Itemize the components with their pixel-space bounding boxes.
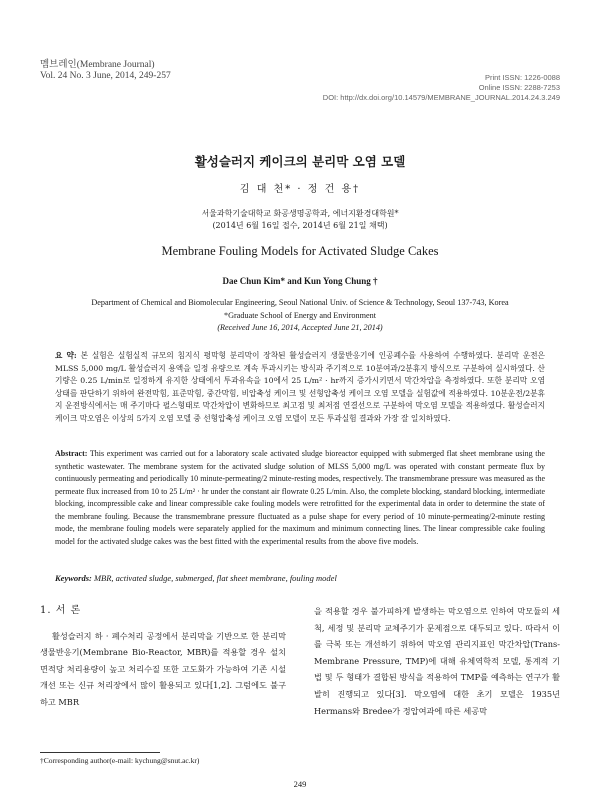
korean-affiliation-block [40,208,560,232]
journal-name: 멤브레인(Membrane Journal) [40,60,155,70]
english-title: Membrane Fouling Models for Activated Sludge Cakes [161,244,439,258]
section-heading: 1. 서 론 [40,605,82,616]
korean-dates: (2014년 6월 16일 접수, 2014년 6월 21일 채택) [212,221,388,230]
received-dates: (Received June 16, 2014, Accepted June 21, 2014) [217,323,383,332]
body-right-column [314,603,560,719]
body-left-column [40,603,286,711]
doi: DOI: http://dx.doi.org/10.14579/MEMBRANE_JOURNAL.2014.24.3.249 [322,93,560,102]
print-issn: Print ISSN: 1226-0088 [484,73,560,82]
english-affiliation-block [40,297,560,335]
corresponding-author-footnote: †Corresponding author(e-mail: kychung@snut.ac.kr) [40,756,200,765]
footnote-divider [40,752,160,753]
english-affiliation: Department of Chemical and Biomolecular Engineering, Seoul National Univ. of Science & Technology, Seoul 137-743, Korea [91,298,509,307]
issn-block [323,73,560,103]
page-number: 249 [293,779,307,789]
english-abstract-text: This experiment was carried out for a laboratory scale activated sludge bioreactor equipped with submerged flat sheet membrane using the synthetic wastewater. The membrane system for the activated sludge solution of MLSS 5,000 mg/L was operated with constant permeate flux by continuously permeating and periodically 10 minute-permeating/2 minute-resting modes, respectively. The transmembrane pressure was measured as the permeate flux increased from 10 to 25 L/m² · hr under the constant air flowrate 0.25 L/min. Also, the complete blocking, standard blocking, intermediate blocking, incompressible cake and linear compressible cake fouling models were retrofitted for the experimental data in order to determine the state of the membrane fouling. Because the transmembrane pressure fluctuated as a pulse shape for every period of 10 minute-permeating/2-minute resting mode, the membrane fouling models were separately applied for the maximum and minimum connecting lines. The linear compressible cake fouling model for the activated sludge cakes was the best fitted with the experimental results from the above five models. [55,449,545,546]
journal-volume: Vol. 24 No. 3 June, 2014, 249-257 [40,71,171,81]
english-authors: Dae Chun Kim* and Kun Yong Chung † [222,276,378,286]
korean-authors: 김 대 천* · 정 건 용† [239,184,361,195]
english-abstract [55,448,545,548]
korean-abstract [55,350,545,425]
korean-title: 활성슬러지 케이크의 분리막 오염 모델 [194,154,406,169]
online-issn: Online ISSN: 2288-7253 [478,83,560,92]
korean-affiliation: 서울과학기술대학교 화공생명공학과, 에너지환경대학원* [201,209,399,218]
korean-abstract-text: 본 실험은 실험실적 규모의 침지식 평막형 분리막이 장착된 활성슬러지 생물반응기에 인공폐수를 사용하여 수행하였다. 분리막 운전은 MLSS 5,000 mg/L 활성슬러지 용액을 일정 유량으로 계속 투과시키는 방식과 주기적으로 10분여과/2분휴지 방식으로 구분하여 실시하였다. 산기량은 0.25 L/min로 일정하게 유지한 상태에서 투과유속을 10에서 25 L/m² · hr까지 증가시키면서 막간차압을 측정하였다. 또한 분리막 오염 상태를 판단하기 위하여 완전막힘, 표준막힘, 중간막힘, 비압축성 케이크 및 선형압축성 케이크 오염 모델을 실험값에 적용하였다. 10분운전/2분휴지 운전방식에서는 매 주기마다 펄스형태로 막간차압이 변화하므로 최고점 및 최저점 연결선으로 구분하여 막오염 모델을 적용하였다. 활성슬러지 케이크 막오염은 이상의 5가지 오염 모델 중 선형압축성 케이크 오염 모델이 모든 투과실험 결과와 가장 잘 일치하였다. [55,351,545,423]
english-abstract-label: Abstract: [55,449,88,458]
keywords-text: MBR, activated sludge, submerged, flat sheet membrane, fouling model [93,573,337,583]
keywords-label: Keywords: [55,573,92,583]
graduate-school: *Graduate School of Energy and Environment [224,310,376,320]
body-paragraph-left: 활성슬러지 하 · 폐수처리 공정에서 분리막을 기반으로 한 분리막 생물반응기(Membrane Bio-Reactor, MBR)를 적용할 경우 설치 면적당 처리용량이 높고 처리수질 또한 고도화가 가능하여 기존 시설 개선 또는 신규 처리장에서 많이 활용되고 있다[1,2]. 그럼에도 불구하고 MBR [40,630,286,707]
keywords [55,573,545,583]
korean-abstract-label: 요 약: [55,351,77,360]
body-paragraph-right: 을 적용할 경우 불가피하게 발생하는 막오염으로 인하여 막모듈의 세척, 세정 및 분리막 교체주기가 문제점으로 대두되고 있다. 따라서 이를 극복 또는 개선하기 위하여 막오염 관리지표인 막간차압(Trans-Membrane Pressure, TMP)에 대해 유체역학적 모델, 통계적 기법 및 두 형태가 결합된 방식을 적용하여 TMP를 예측하는 연구가 활발히 진행되고 있다[3]. 막오염에 대한 초기 모델은 1935년 Hermans와 Bredee가 정압여과에 따른 세공막 [314,606,560,716]
